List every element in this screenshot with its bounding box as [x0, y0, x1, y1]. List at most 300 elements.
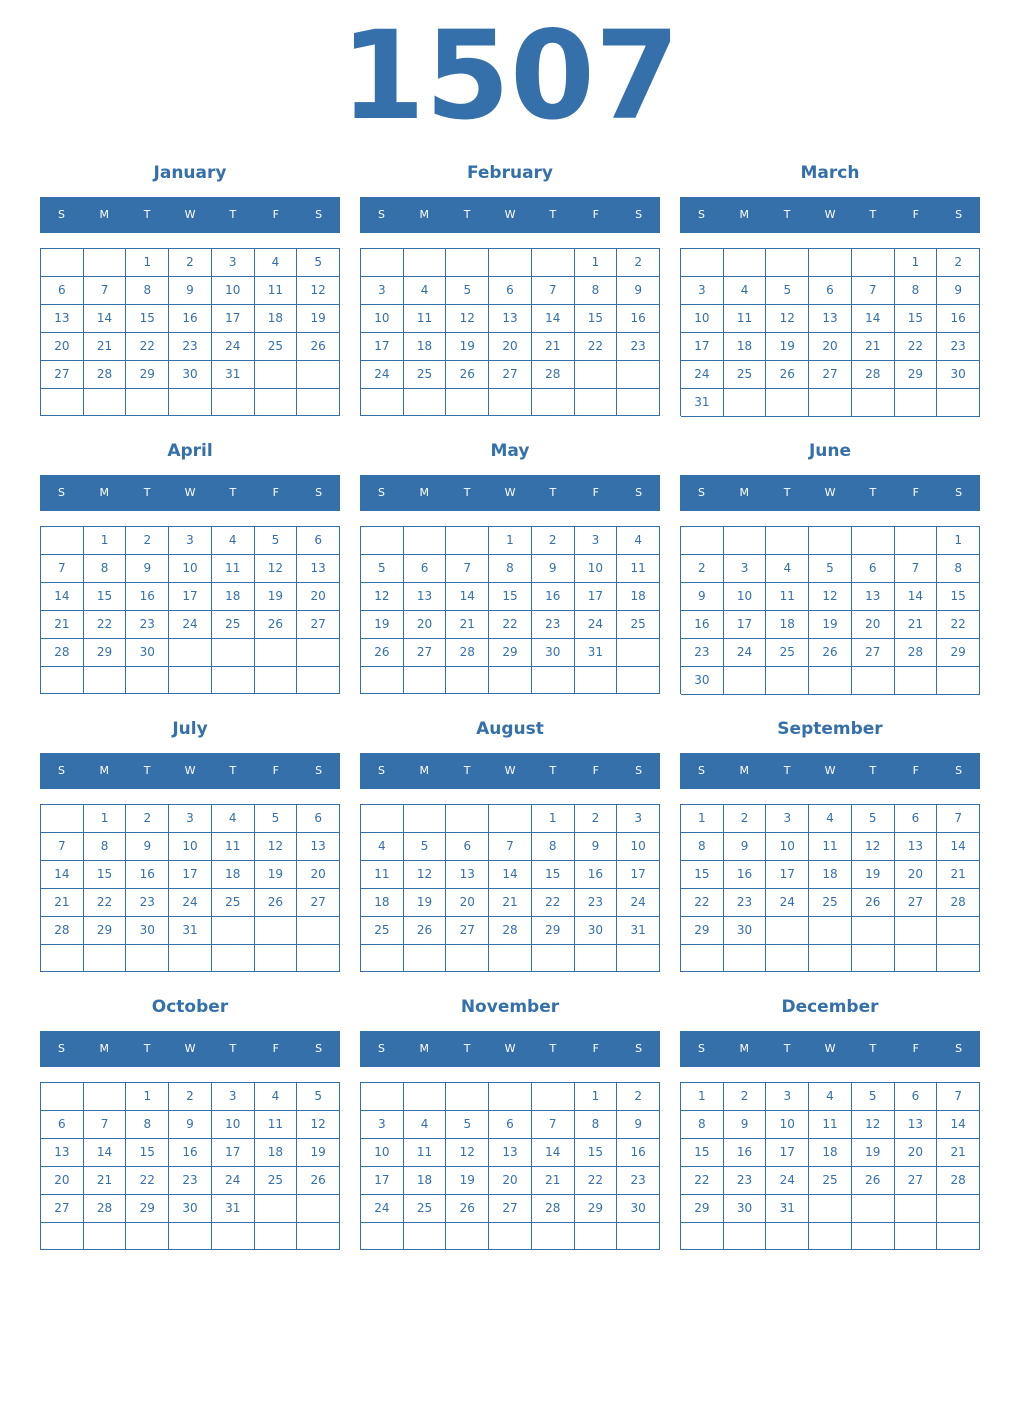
day-cell[interactable]: 19 [255, 861, 298, 889]
day-cell[interactable]: 5 [852, 1083, 895, 1111]
day-cell[interactable]: 9 [681, 583, 724, 611]
day-cell[interactable]: 11 [809, 1111, 852, 1139]
day-cell[interactable]: 5 [255, 527, 298, 555]
day-cell[interactable]: 1 [84, 527, 127, 555]
day-cell[interactable]: 25 [766, 639, 809, 667]
day-cell[interactable]: 8 [937, 555, 980, 583]
day-cell[interactable]: 4 [255, 249, 298, 277]
day-cell[interactable]: 17 [575, 583, 618, 611]
day-cell[interactable]: 15 [126, 1139, 169, 1167]
day-cell[interactable]: 17 [766, 1139, 809, 1167]
day-cell[interactable]: 10 [361, 1139, 404, 1167]
day-cell[interactable]: 20 [41, 1167, 84, 1195]
day-cell[interactable]: 2 [724, 805, 767, 833]
day-cell[interactable]: 27 [489, 1195, 532, 1223]
day-cell[interactable]: 16 [617, 1139, 660, 1167]
day-cell[interactable]: 23 [617, 1167, 660, 1195]
day-cell[interactable]: 14 [532, 1139, 575, 1167]
day-cell[interactable]: 23 [937, 333, 980, 361]
day-cell[interactable]: 11 [766, 583, 809, 611]
day-cell[interactable]: 28 [852, 361, 895, 389]
day-cell[interactable]: 7 [937, 1083, 980, 1111]
day-cell[interactable]: 21 [895, 611, 938, 639]
day-cell[interactable]: 4 [361, 833, 404, 861]
day-cell[interactable]: 1 [489, 527, 532, 555]
day-cell[interactable]: 31 [575, 639, 618, 667]
day-cell[interactable]: 7 [852, 277, 895, 305]
day-cell[interactable]: 4 [212, 527, 255, 555]
day-cell[interactable]: 12 [766, 305, 809, 333]
day-cell[interactable]: 24 [169, 611, 212, 639]
day-cell[interactable]: 13 [446, 861, 489, 889]
day-cell[interactable]: 4 [809, 1083, 852, 1111]
day-cell[interactable]: 21 [852, 333, 895, 361]
day-cell[interactable]: 1 [126, 1083, 169, 1111]
day-cell[interactable]: 15 [84, 583, 127, 611]
day-cell[interactable]: 26 [404, 917, 447, 945]
day-cell[interactable]: 11 [255, 1111, 298, 1139]
day-cell[interactable]: 19 [361, 611, 404, 639]
day-cell[interactable]: 17 [212, 1139, 255, 1167]
day-cell[interactable]: 26 [297, 333, 340, 361]
day-cell[interactable]: 18 [766, 611, 809, 639]
day-cell[interactable]: 23 [126, 889, 169, 917]
day-cell[interactable]: 9 [126, 555, 169, 583]
day-cell[interactable]: 11 [212, 555, 255, 583]
day-cell[interactable]: 16 [724, 1139, 767, 1167]
day-cell[interactable]: 31 [212, 1195, 255, 1223]
day-cell[interactable]: 19 [297, 305, 340, 333]
day-cell[interactable]: 12 [852, 1111, 895, 1139]
day-cell[interactable]: 28 [84, 1195, 127, 1223]
day-cell[interactable]: 4 [809, 805, 852, 833]
day-cell[interactable]: 12 [446, 305, 489, 333]
day-cell[interactable]: 24 [766, 889, 809, 917]
day-cell[interactable]: 6 [489, 277, 532, 305]
day-cell[interactable]: 23 [681, 639, 724, 667]
day-cell[interactable]: 14 [937, 1111, 980, 1139]
day-cell[interactable]: 28 [84, 361, 127, 389]
day-cell[interactable]: 31 [681, 389, 724, 417]
day-cell[interactable]: 1 [937, 527, 980, 555]
day-cell[interactable]: 20 [809, 333, 852, 361]
day-cell[interactable]: 24 [766, 1167, 809, 1195]
day-cell[interactable]: 7 [937, 805, 980, 833]
day-cell[interactable]: 12 [404, 861, 447, 889]
day-cell[interactable]: 22 [681, 889, 724, 917]
day-cell[interactable]: 24 [212, 333, 255, 361]
day-cell[interactable]: 15 [575, 305, 618, 333]
day-cell[interactable]: 6 [41, 1111, 84, 1139]
day-cell[interactable]: 27 [297, 611, 340, 639]
day-cell[interactable]: 7 [84, 1111, 127, 1139]
day-cell[interactable]: 27 [41, 361, 84, 389]
day-cell[interactable]: 26 [361, 639, 404, 667]
day-cell[interactable]: 12 [446, 1139, 489, 1167]
day-cell[interactable]: 8 [84, 555, 127, 583]
day-cell[interactable]: 16 [681, 611, 724, 639]
day-cell[interactable]: 19 [852, 1139, 895, 1167]
day-cell[interactable]: 23 [617, 333, 660, 361]
day-cell[interactable]: 22 [895, 333, 938, 361]
day-cell[interactable]: 10 [361, 305, 404, 333]
day-cell[interactable]: 7 [446, 555, 489, 583]
day-cell[interactable]: 18 [404, 333, 447, 361]
day-cell[interactable]: 30 [724, 1195, 767, 1223]
day-cell[interactable]: 27 [404, 639, 447, 667]
day-cell[interactable]: 22 [937, 611, 980, 639]
day-cell[interactable]: 28 [41, 639, 84, 667]
day-cell[interactable]: 29 [84, 639, 127, 667]
day-cell[interactable]: 18 [255, 1139, 298, 1167]
day-cell[interactable]: 29 [489, 639, 532, 667]
day-cell[interactable]: 27 [895, 1167, 938, 1195]
day-cell[interactable]: 6 [895, 1083, 938, 1111]
day-cell[interactable]: 8 [84, 833, 127, 861]
day-cell[interactable]: 27 [809, 361, 852, 389]
day-cell[interactable]: 7 [895, 555, 938, 583]
day-cell[interactable]: 14 [84, 305, 127, 333]
day-cell[interactable]: 6 [404, 555, 447, 583]
day-cell[interactable]: 25 [212, 611, 255, 639]
day-cell[interactable]: 15 [532, 861, 575, 889]
day-cell[interactable]: 3 [212, 1083, 255, 1111]
day-cell[interactable]: 23 [169, 333, 212, 361]
day-cell[interactable]: 20 [41, 333, 84, 361]
day-cell[interactable]: 12 [297, 1111, 340, 1139]
day-cell[interactable]: 14 [937, 833, 980, 861]
day-cell[interactable]: 13 [489, 305, 532, 333]
day-cell[interactable]: 30 [617, 1195, 660, 1223]
day-cell[interactable]: 15 [575, 1139, 618, 1167]
day-cell[interactable]: 13 [41, 1139, 84, 1167]
day-cell[interactable]: 16 [169, 1139, 212, 1167]
day-cell[interactable]: 4 [255, 1083, 298, 1111]
day-cell[interactable]: 22 [532, 889, 575, 917]
day-cell[interactable]: 29 [84, 917, 127, 945]
day-cell[interactable]: 12 [852, 833, 895, 861]
day-cell[interactable]: 24 [575, 611, 618, 639]
day-cell[interactable]: 13 [895, 1111, 938, 1139]
day-cell[interactable]: 13 [489, 1139, 532, 1167]
day-cell[interactable]: 13 [852, 583, 895, 611]
day-cell[interactable]: 14 [41, 861, 84, 889]
day-cell[interactable]: 20 [297, 583, 340, 611]
day-cell[interactable]: 16 [724, 861, 767, 889]
day-cell[interactable]: 18 [212, 583, 255, 611]
day-cell[interactable]: 26 [766, 361, 809, 389]
day-cell[interactable]: 21 [489, 889, 532, 917]
day-cell[interactable]: 5 [404, 833, 447, 861]
day-cell[interactable]: 2 [617, 249, 660, 277]
day-cell[interactable]: 11 [404, 1139, 447, 1167]
day-cell[interactable]: 17 [361, 1167, 404, 1195]
day-cell[interactable]: 23 [575, 889, 618, 917]
day-cell[interactable]: 25 [809, 889, 852, 917]
day-cell[interactable]: 24 [212, 1167, 255, 1195]
day-cell[interactable]: 8 [681, 1111, 724, 1139]
day-cell[interactable]: 15 [126, 305, 169, 333]
day-cell[interactable]: 21 [84, 1167, 127, 1195]
day-cell[interactable]: 21 [532, 333, 575, 361]
day-cell[interactable]: 4 [724, 277, 767, 305]
day-cell[interactable]: 17 [212, 305, 255, 333]
day-cell[interactable]: 14 [489, 861, 532, 889]
day-cell[interactable]: 24 [681, 361, 724, 389]
day-cell[interactable]: 20 [489, 333, 532, 361]
day-cell[interactable]: 10 [681, 305, 724, 333]
day-cell[interactable]: 6 [895, 805, 938, 833]
day-cell[interactable]: 10 [169, 833, 212, 861]
day-cell[interactable]: 10 [766, 833, 809, 861]
day-cell[interactable]: 2 [169, 249, 212, 277]
day-cell[interactable]: 3 [766, 805, 809, 833]
day-cell[interactable]: 1 [895, 249, 938, 277]
day-cell[interactable]: 13 [809, 305, 852, 333]
day-cell[interactable]: 1 [681, 1083, 724, 1111]
day-cell[interactable]: 25 [724, 361, 767, 389]
day-cell[interactable]: 2 [937, 249, 980, 277]
day-cell[interactable]: 22 [126, 1167, 169, 1195]
day-cell[interactable]: 23 [169, 1167, 212, 1195]
day-cell[interactable]: 28 [489, 917, 532, 945]
day-cell[interactable]: 1 [126, 249, 169, 277]
day-cell[interactable]: 28 [895, 639, 938, 667]
day-cell[interactable]: 6 [446, 833, 489, 861]
day-cell[interactable]: 7 [532, 277, 575, 305]
day-cell[interactable]: 6 [297, 805, 340, 833]
day-cell[interactable]: 17 [169, 861, 212, 889]
day-cell[interactable]: 6 [489, 1111, 532, 1139]
day-cell[interactable]: 26 [297, 1167, 340, 1195]
day-cell[interactable]: 7 [41, 555, 84, 583]
day-cell[interactable]: 1 [681, 805, 724, 833]
day-cell[interactable]: 18 [809, 1139, 852, 1167]
day-cell[interactable]: 23 [724, 1167, 767, 1195]
day-cell[interactable]: 13 [404, 583, 447, 611]
day-cell[interactable]: 26 [446, 1195, 489, 1223]
day-cell[interactable]: 23 [724, 889, 767, 917]
day-cell[interactable]: 12 [255, 833, 298, 861]
day-cell[interactable]: 26 [852, 1167, 895, 1195]
day-cell[interactable]: 14 [41, 583, 84, 611]
day-cell[interactable]: 8 [532, 833, 575, 861]
day-cell[interactable]: 16 [575, 861, 618, 889]
day-cell[interactable]: 2 [575, 805, 618, 833]
day-cell[interactable]: 15 [681, 1139, 724, 1167]
day-cell[interactable]: 18 [617, 583, 660, 611]
day-cell[interactable]: 9 [617, 277, 660, 305]
day-cell[interactable]: 19 [809, 611, 852, 639]
day-cell[interactable]: 17 [361, 333, 404, 361]
day-cell[interactable]: 20 [895, 861, 938, 889]
day-cell[interactable]: 20 [446, 889, 489, 917]
day-cell[interactable]: 13 [297, 833, 340, 861]
day-cell[interactable]: 17 [724, 611, 767, 639]
day-cell[interactable]: 21 [41, 889, 84, 917]
day-cell[interactable]: 9 [169, 277, 212, 305]
day-cell[interactable]: 3 [724, 555, 767, 583]
day-cell[interactable]: 2 [532, 527, 575, 555]
day-cell[interactable]: 29 [126, 361, 169, 389]
day-cell[interactable]: 17 [617, 861, 660, 889]
day-cell[interactable]: 24 [169, 889, 212, 917]
day-cell[interactable]: 3 [169, 805, 212, 833]
day-cell[interactable]: 14 [446, 583, 489, 611]
day-cell[interactable]: 6 [41, 277, 84, 305]
day-cell[interactable]: 25 [255, 1167, 298, 1195]
day-cell[interactable]: 5 [446, 277, 489, 305]
day-cell[interactable]: 13 [41, 305, 84, 333]
day-cell[interactable]: 31 [617, 917, 660, 945]
day-cell[interactable]: 14 [895, 583, 938, 611]
day-cell[interactable]: 27 [297, 889, 340, 917]
day-cell[interactable]: 22 [84, 889, 127, 917]
day-cell[interactable]: 8 [489, 555, 532, 583]
day-cell[interactable]: 31 [212, 361, 255, 389]
day-cell[interactable]: 10 [766, 1111, 809, 1139]
day-cell[interactable]: 21 [41, 611, 84, 639]
day-cell[interactable]: 11 [809, 833, 852, 861]
day-cell[interactable]: 6 [297, 527, 340, 555]
day-cell[interactable]: 5 [255, 805, 298, 833]
day-cell[interactable]: 16 [532, 583, 575, 611]
day-cell[interactable]: 16 [937, 305, 980, 333]
day-cell[interactable]: 30 [937, 361, 980, 389]
day-cell[interactable]: 25 [361, 917, 404, 945]
day-cell[interactable]: 19 [766, 333, 809, 361]
day-cell[interactable]: 2 [617, 1083, 660, 1111]
day-cell[interactable]: 16 [617, 305, 660, 333]
day-cell[interactable]: 29 [681, 1195, 724, 1223]
day-cell[interactable]: 16 [169, 305, 212, 333]
day-cell[interactable]: 8 [575, 277, 618, 305]
day-cell[interactable]: 26 [255, 889, 298, 917]
day-cell[interactable]: 12 [809, 583, 852, 611]
day-cell[interactable]: 20 [852, 611, 895, 639]
day-cell[interactable]: 9 [126, 833, 169, 861]
day-cell[interactable]: 31 [766, 1195, 809, 1223]
day-cell[interactable]: 7 [532, 1111, 575, 1139]
day-cell[interactable]: 26 [809, 639, 852, 667]
day-cell[interactable]: 25 [212, 889, 255, 917]
day-cell[interactable]: 14 [84, 1139, 127, 1167]
day-cell[interactable]: 11 [255, 277, 298, 305]
day-cell[interactable]: 9 [937, 277, 980, 305]
day-cell[interactable]: 30 [126, 639, 169, 667]
day-cell[interactable]: 6 [852, 555, 895, 583]
day-cell[interactable]: 22 [575, 333, 618, 361]
day-cell[interactable]: 2 [126, 805, 169, 833]
day-cell[interactable]: 24 [361, 1195, 404, 1223]
day-cell[interactable]: 11 [617, 555, 660, 583]
day-cell[interactable]: 19 [446, 1167, 489, 1195]
day-cell[interactable]: 25 [809, 1167, 852, 1195]
day-cell[interactable]: 3 [361, 1111, 404, 1139]
day-cell[interactable]: 31 [169, 917, 212, 945]
day-cell[interactable]: 3 [575, 527, 618, 555]
day-cell[interactable]: 7 [41, 833, 84, 861]
day-cell[interactable]: 10 [212, 1111, 255, 1139]
day-cell[interactable]: 21 [937, 861, 980, 889]
day-cell[interactable]: 15 [681, 861, 724, 889]
day-cell[interactable]: 11 [361, 861, 404, 889]
day-cell[interactable]: 28 [937, 1167, 980, 1195]
day-cell[interactable]: 21 [84, 333, 127, 361]
day-cell[interactable]: 2 [169, 1083, 212, 1111]
day-cell[interactable]: 9 [617, 1111, 660, 1139]
day-cell[interactable]: 23 [126, 611, 169, 639]
day-cell[interactable]: 15 [84, 861, 127, 889]
day-cell[interactable]: 13 [895, 833, 938, 861]
day-cell[interactable]: 20 [297, 861, 340, 889]
day-cell[interactable]: 4 [617, 527, 660, 555]
day-cell[interactable]: 11 [404, 305, 447, 333]
day-cell[interactable]: 25 [255, 333, 298, 361]
day-cell[interactable]: 14 [852, 305, 895, 333]
day-cell[interactable]: 3 [681, 277, 724, 305]
day-cell[interactable]: 10 [724, 583, 767, 611]
day-cell[interactable]: 15 [937, 583, 980, 611]
day-cell[interactable]: 18 [404, 1167, 447, 1195]
day-cell[interactable]: 20 [404, 611, 447, 639]
day-cell[interactable]: 4 [212, 805, 255, 833]
day-cell[interactable]: 19 [852, 861, 895, 889]
day-cell[interactable]: 28 [446, 639, 489, 667]
day-cell[interactable]: 20 [489, 1167, 532, 1195]
day-cell[interactable]: 15 [489, 583, 532, 611]
day-cell[interactable]: 21 [937, 1139, 980, 1167]
day-cell[interactable]: 28 [532, 361, 575, 389]
day-cell[interactable]: 5 [297, 1083, 340, 1111]
day-cell[interactable]: 30 [126, 917, 169, 945]
day-cell[interactable]: 22 [126, 333, 169, 361]
day-cell[interactable]: 19 [255, 583, 298, 611]
day-cell[interactable]: 15 [895, 305, 938, 333]
day-cell[interactable]: 9 [169, 1111, 212, 1139]
day-cell[interactable]: 9 [532, 555, 575, 583]
day-cell[interactable]: 27 [489, 361, 532, 389]
day-cell[interactable]: 12 [255, 555, 298, 583]
day-cell[interactable]: 10 [212, 277, 255, 305]
day-cell[interactable]: 5 [852, 805, 895, 833]
day-cell[interactable]: 1 [532, 805, 575, 833]
day-cell[interactable]: 25 [404, 1195, 447, 1223]
day-cell[interactable]: 7 [489, 833, 532, 861]
day-cell[interactable]: 3 [617, 805, 660, 833]
day-cell[interactable]: 24 [617, 889, 660, 917]
day-cell[interactable]: 5 [446, 1111, 489, 1139]
day-cell[interactable]: 20 [895, 1139, 938, 1167]
day-cell[interactable]: 5 [361, 555, 404, 583]
day-cell[interactable]: 22 [84, 611, 127, 639]
day-cell[interactable]: 6 [809, 277, 852, 305]
day-cell[interactable]: 29 [126, 1195, 169, 1223]
day-cell[interactable]: 8 [126, 1111, 169, 1139]
day-cell[interactable]: 1 [575, 249, 618, 277]
day-cell[interactable]: 22 [489, 611, 532, 639]
day-cell[interactable]: 7 [84, 277, 127, 305]
day-cell[interactable]: 19 [446, 333, 489, 361]
day-cell[interactable]: 18 [724, 333, 767, 361]
day-cell[interactable]: 27 [446, 917, 489, 945]
day-cell[interactable]: 18 [255, 305, 298, 333]
day-cell[interactable]: 5 [766, 277, 809, 305]
day-cell[interactable]: 10 [169, 555, 212, 583]
day-cell[interactable]: 2 [126, 527, 169, 555]
day-cell[interactable]: 27 [41, 1195, 84, 1223]
day-cell[interactable]: 16 [126, 861, 169, 889]
